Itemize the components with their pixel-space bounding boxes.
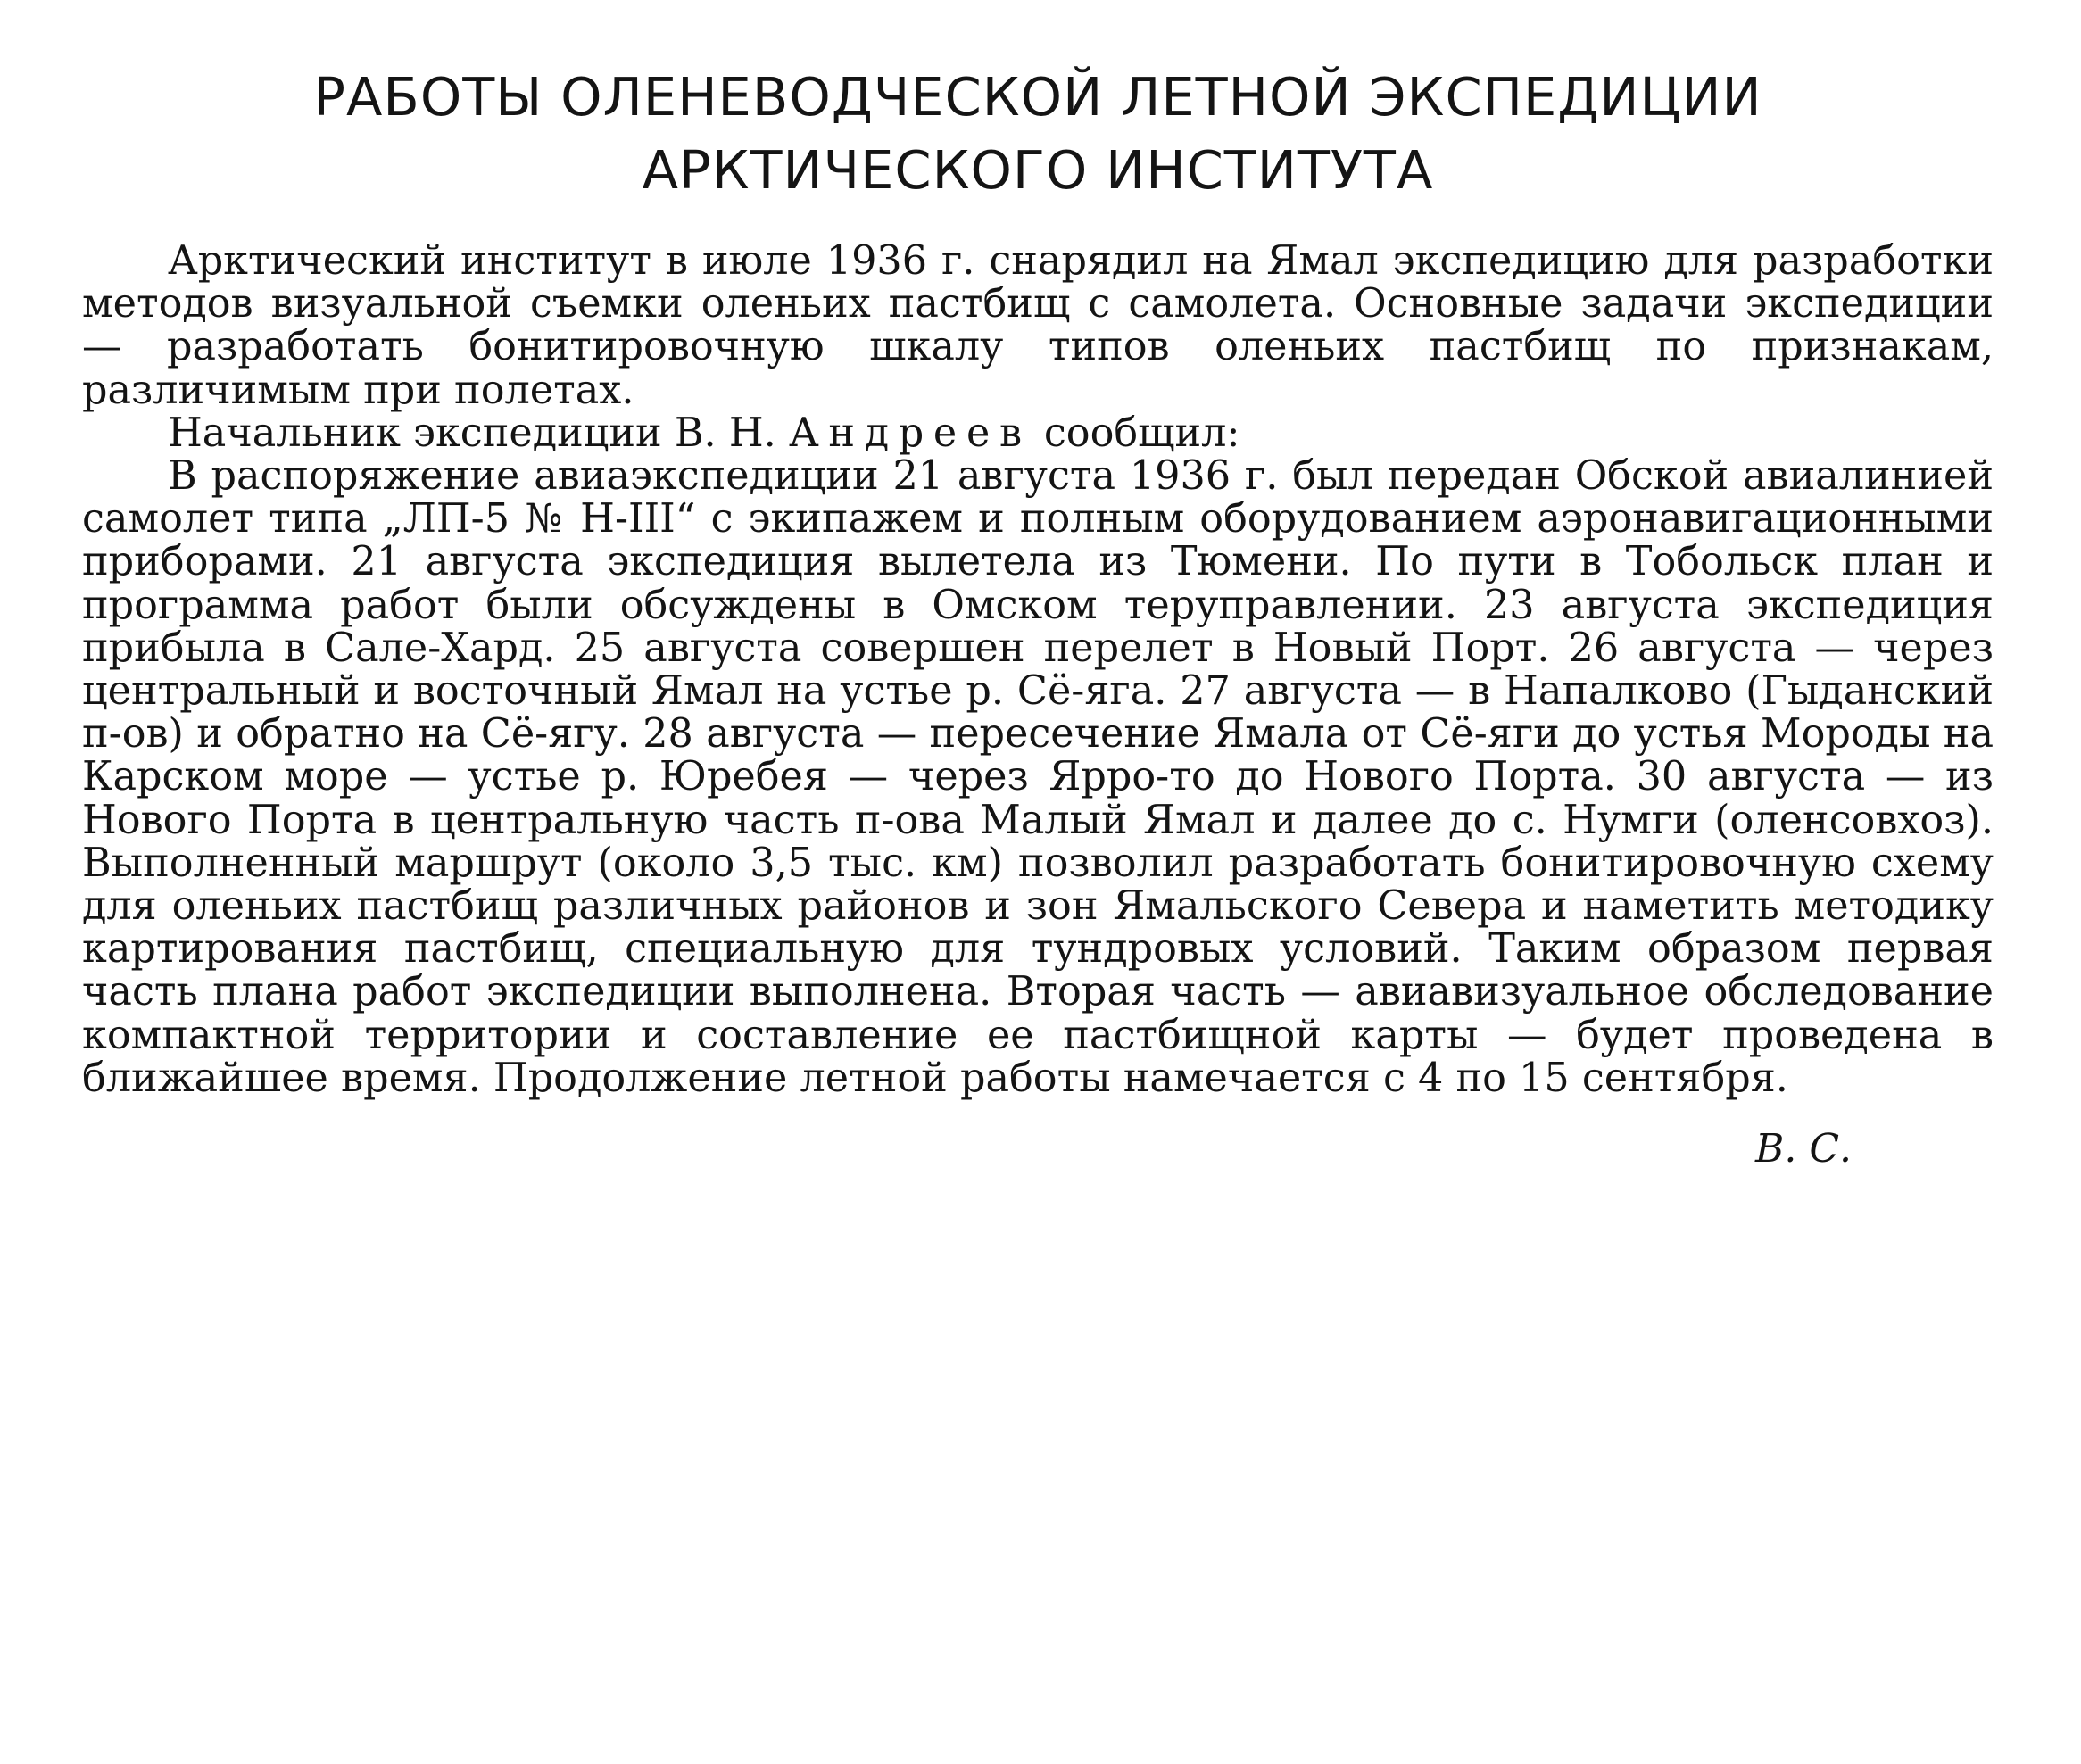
title-line-1: РАБОТЫ ОЛЕНЕВОДЧЕСКОЙ ЛЕТНОЙ ЭКСПЕДИЦИИ [313, 66, 1762, 128]
intro-paragraph: Арктический институт в июле 1936 г. снарядил на Ямал экспедицию для разработки методов визуальной съемки оленьих пастбищ с самолета. Основные задачи экспедиции — разработать бонитировочную шкалу типов оленьих пастбищ по признакам, различимым при полетах. [82, 238, 1994, 413]
article [82, 61, 1994, 1174]
report-lead-text: Начальник экспедиции В. Н. [168, 410, 776, 456]
report-paragraph: В распоряжение авиаэкспедиции 21 августа 1936 г. был передан Обской авиалинией самолет типа „ЛП-5 № Н-III“ с экипажем и полным оборудованием аэронавигационными приборами. 21 августа экспедиция вылетела из Тюмени. По пути в Тобольск план и программа работ были обсуждены в Омском теруправлении. 23 августа экспедиция прибыла в Сале-Хард. 25 августа совершен перелет в Новый Порт. 26 августа — через центральный и восточный Ямал на устье р. Сё-яга. 27 августа — в Напалково (Гыданский п-ов) и обратно на Сё-ягу. 28 августа — пересечение Ямала от Сё-яги до устья Мороды на Карском море — устье р. Юребея — через Ярро-то до Нового Порта. 30 августа — из Нового Порта в центральную часть п-ова Малый Ямал и далее до с. Нумги (оленсовхоз). Выполненный маршрут (около 3,5 тыс. км) позволил разработать бонитировочную схему для оленьих пастбищ различных районов и зон Ямальского Севера и наметить методику картирования пастбищ, специальную для тундровых условий. Таким образом первая часть плана работ экспедиции выполнена. Вторая часть — авиавизуальное обследование компактной территории и составление ее пастбищной карты — будет проведена в ближайшее время. Продолжение летной работы намечается с 4 по 15 сентября. [82, 453, 1994, 1101]
author-signature: В. С. [1755, 1126, 1852, 1172]
report-lead-paragraph [82, 412, 1994, 455]
article-title [82, 61, 1994, 207]
expedition-leader-name: Андреев [788, 410, 1032, 456]
report-lead-tail: сообщил: [1043, 410, 1240, 456]
title-line-2: АРКТИЧЕСКОГО ИНСТИТУТА [642, 139, 1434, 201]
article-body [82, 240, 1994, 1100]
